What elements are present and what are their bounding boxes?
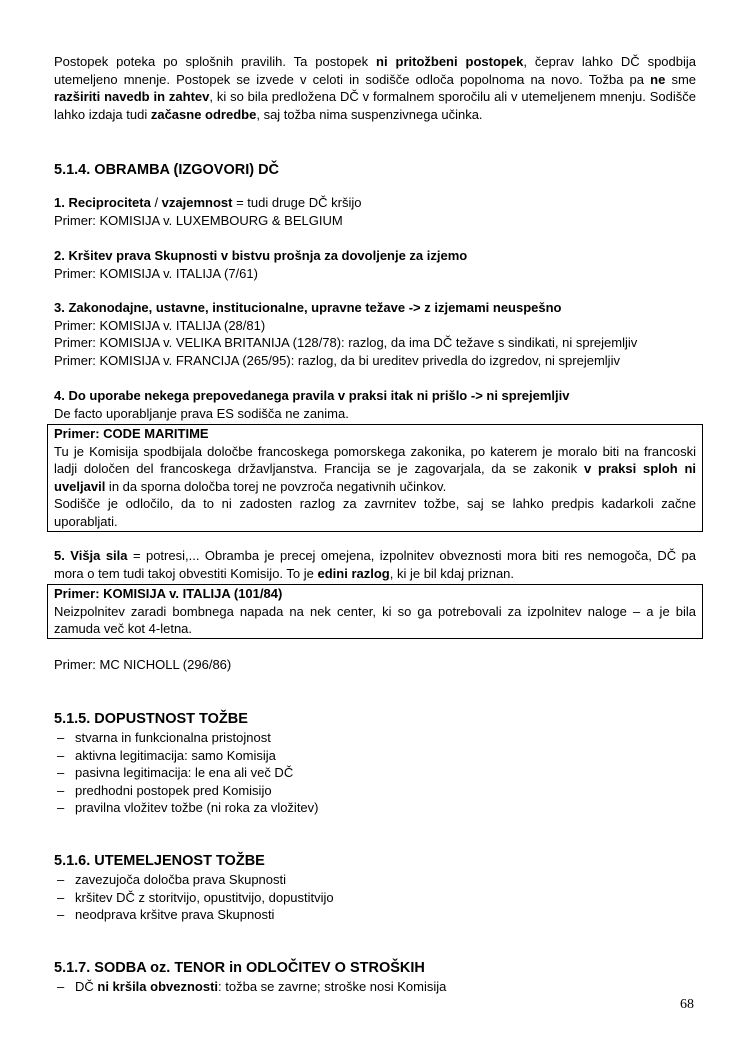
defense-item-reciprocity bbox=[54, 194, 696, 229]
example-mc-nicholl: Primer: MC NICHOLL (296/86) bbox=[54, 657, 232, 672]
example-box-komisija-italija bbox=[47, 584, 703, 639]
list-item bbox=[54, 871, 696, 889]
dash-bullet-icon: – bbox=[57, 782, 65, 798]
example-line: Primer: KOMISIJA v. ITALIJA (28/81) bbox=[54, 317, 266, 333]
item-title bbox=[54, 247, 696, 265]
box-text bbox=[54, 443, 696, 496]
text: = potresi,... Obramba je precej omejena, izpolnitev obveznosti mora biti res nemogoča, DČ pa mora o tem tudi takoj obvestiti Komisijo. To je bbox=[54, 548, 696, 581]
dash-bullet-icon: – bbox=[57, 872, 65, 887]
text: , saj tožba nima suspenzivnega učinka. bbox=[256, 106, 483, 122]
defense-item-difficulties bbox=[54, 299, 696, 369]
dash-bullet-icon: – bbox=[57, 800, 65, 816]
section-heading-5-1-7: 5.1.7. SODBA oz. TENOR in ODLOČITEV O STROŠKIH bbox=[54, 960, 425, 976]
defense-item-exemption bbox=[54, 247, 696, 282]
dash-bullet-icon: – bbox=[57, 747, 65, 763]
bold-text: v praksi sploh ni uveljavil bbox=[54, 461, 696, 494]
item-title bbox=[54, 387, 696, 405]
text: Postopek poteka po splošnih pravilih. Ta postopek bbox=[54, 54, 377, 69]
bold-text: 3. Zakonodajne, ustavne, institucionalne, upravne težave -> z izjemami neuspešno bbox=[54, 300, 562, 315]
bold-text: začasne odredbe bbox=[150, 106, 257, 122]
text: DČ bbox=[75, 979, 98, 994]
bold-text: ne bbox=[650, 71, 666, 87]
list-item-text: predhodni postopek pred Komisijo bbox=[75, 782, 272, 798]
bold-text: 2. Kršitev prava Skupnosti v bistvu prošnja za dovoljenje za izjemo bbox=[54, 248, 468, 263]
example-box-code-maritime bbox=[47, 424, 703, 532]
dash-bullet-icon: – bbox=[57, 979, 65, 994]
text: sme bbox=[665, 71, 696, 87]
bold-text: 4. Do uporabe nekega prepovedanega pravila v praksi itak ni prišlo -> ni sprejemljiv bbox=[54, 388, 570, 403]
list-item-text: pasivna legitimacija: le ena ali več DČ bbox=[75, 765, 294, 781]
list-item-text: aktivna legitimacija: samo Komisija bbox=[75, 747, 276, 763]
list-item bbox=[54, 764, 696, 782]
section-heading-5-1-5: 5.1.5. DOPUSTNOST TOŽBE bbox=[54, 711, 248, 727]
item-title bbox=[54, 194, 696, 212]
box-title: Primer: KOMISIJA v. ITALIJA (101/84) bbox=[54, 586, 283, 601]
defense-item-force-majeure bbox=[54, 547, 696, 582]
item-text: De facto uporabljanje prava ES sodišča ne zanima. bbox=[54, 405, 349, 421]
admissibility-list bbox=[54, 729, 696, 817]
text: : tožba se zavrne; stroške nosi Komisija bbox=[218, 979, 447, 994]
example-line: Primer: KOMISIJA v. VELIKA BRITANIJA (128/78): razlog, da ima DČ težave s sindikati, ni sprejemljiv bbox=[54, 335, 638, 351]
text: , ki je bil kdaj priznan. bbox=[389, 565, 515, 581]
example-line: Primer: KOMISIJA v. ITALIJA (7/61) bbox=[54, 265, 258, 281]
text: / bbox=[150, 195, 162, 210]
section-heading-5-1-6: 5.1.6. UTEMELJENOST TOŽBE bbox=[54, 853, 265, 869]
list-item bbox=[54, 729, 696, 747]
box-text: Neizpolnitev zaradi bombnega napada na nek center, ki so ga potrebovali za izpolnitev naloge – a je bila zamuda več kot 4-letna. bbox=[54, 603, 696, 637]
box-text: Sodišče je odločilo, da to ni zadosten razlog za zavrnitev tožbe, saj se lahko predpis kadarkoli začne uporabljati. bbox=[54, 496, 696, 529]
merits-list bbox=[54, 871, 696, 924]
list-item bbox=[54, 978, 696, 996]
list-item-text bbox=[75, 979, 446, 994]
box-title: Primer: CODE MARITIME bbox=[54, 426, 209, 441]
text: , čeprav lahko DČ spodbija utemeljeno mnenje. Postopek se izvede v celoti in sodišče odloča popolnoma na novo. Tožba pa bbox=[54, 54, 697, 87]
list-item bbox=[54, 747, 696, 765]
list-item-text: neodprava kršitve prava Skupnosti bbox=[75, 907, 275, 923]
bold-text: ni pritožbeni postopek bbox=[376, 54, 524, 69]
list-item bbox=[54, 799, 696, 817]
dash-bullet-icon: – bbox=[57, 730, 65, 745]
dash-bullet-icon: – bbox=[57, 889, 65, 905]
bold-text: razširiti navedb in zahtev bbox=[54, 89, 210, 105]
text: = tudi druge DČ kršijo bbox=[232, 195, 362, 210]
list-item-text: pravilna vložitev tožbe (ni roka za vložitev) bbox=[75, 800, 319, 816]
list-item bbox=[54, 782, 696, 800]
text: in da sporna določba torej ne povzroča negativnih učinkov. bbox=[105, 478, 447, 494]
text: Tu je Komisija spodbijala določbe francoskega pomorskega zakonika, po katerem je moralo biti na francoski ladji določen del francoskega državljanstva. Francija se je zagovarjala, da se zakonik bbox=[54, 443, 696, 477]
list-item-text: kršitev DČ z storitvijo, opustitvijo, dopustitvijo bbox=[75, 889, 334, 905]
bold-text: vzajemnost bbox=[161, 195, 233, 210]
list-item-text: zavezujoča določba prava Skupnosti bbox=[75, 872, 287, 887]
defense-item-not-applied bbox=[54, 387, 696, 422]
judgment-list bbox=[54, 978, 696, 996]
example-line: Primer: KOMISIJA v. LUXEMBOURG & BELGIUM bbox=[54, 212, 343, 228]
text: , ki so bila predložena DČ v formalnem sporočilu ali v utemeljenem mnenju. Sodišče lahko izdaja tudi bbox=[54, 89, 696, 122]
bold-text: 5. Višja sila bbox=[54, 548, 128, 563]
page-number: 68 bbox=[680, 997, 694, 1012]
list-item bbox=[54, 906, 696, 924]
example-line: Primer: KOMISIJA v. FRANCIJA (265/95): razlog, da bi ureditev privedla do izgredov, ni sprejemljiv bbox=[54, 352, 620, 368]
list-item-text: stvarna in funkcionalna pristojnost bbox=[75, 730, 271, 745]
item-title bbox=[54, 299, 696, 317]
bold-text: ni kršila obveznosti bbox=[97, 979, 219, 994]
list-item bbox=[54, 889, 696, 907]
bold-text: 1. Reciprociteta bbox=[54, 195, 151, 210]
bold-text: edini razlog bbox=[317, 565, 390, 581]
dash-bullet-icon: – bbox=[57, 765, 65, 781]
intro-paragraph bbox=[54, 53, 696, 123]
dash-bullet-icon: – bbox=[57, 907, 65, 923]
section-heading-5-1-4: 5.1.4. OBRAMBA (IZGOVORI) DČ bbox=[54, 162, 280, 178]
